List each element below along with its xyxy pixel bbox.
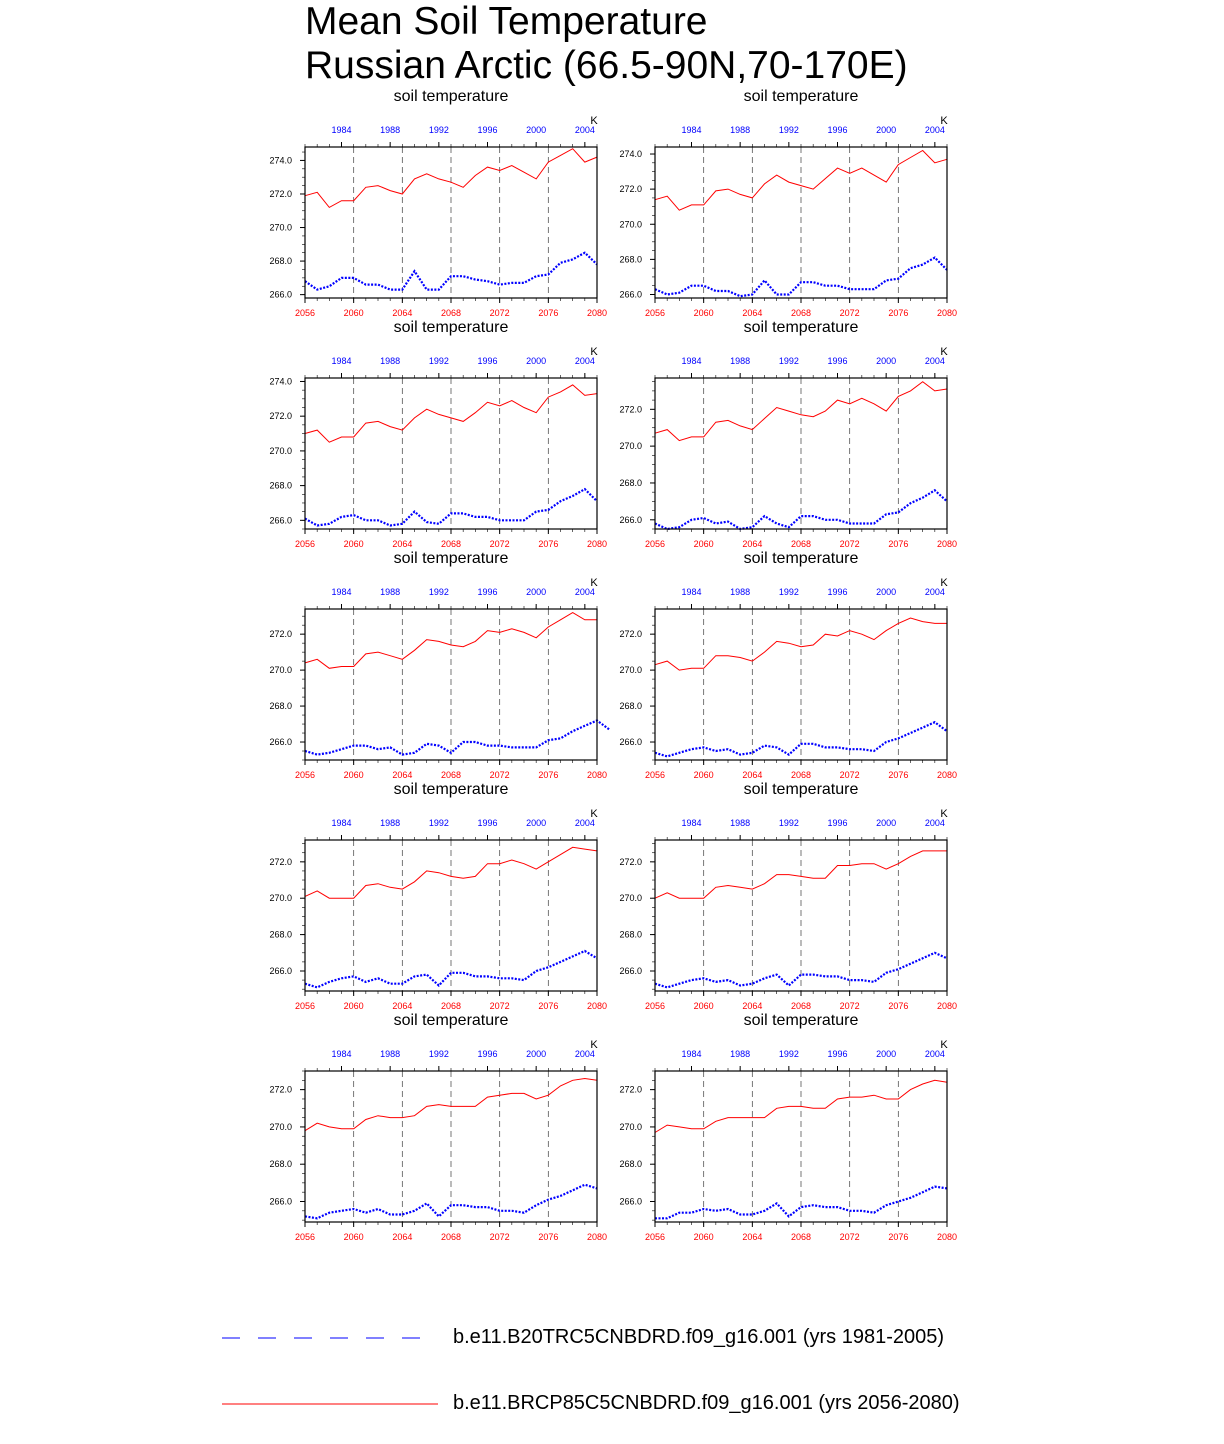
panel-title: soil temperature	[743, 88, 859, 105]
y-tick-label: 274.0	[269, 376, 292, 387]
x-bottom-tick-label: 2056	[644, 539, 666, 549]
units-label: K	[590, 808, 598, 820]
y-tick-label: 272.0	[619, 629, 642, 640]
x-top-tick-label: 1992	[428, 818, 449, 828]
x-top-tick-label: 1992	[778, 1049, 799, 1059]
x-top-tick-label: 2004	[574, 125, 595, 135]
x-bottom-tick-label: 2080	[936, 539, 958, 549]
panel-title: soil temperature	[393, 319, 509, 336]
x-bottom-tick-label: 2072	[839, 308, 860, 318]
x-top-tick-label: 2004	[924, 587, 945, 597]
x-top-tick-label: 1988	[730, 587, 751, 597]
x-bottom-tick-label: 2068	[440, 539, 462, 549]
x-top-tick-label: 1988	[380, 356, 401, 366]
units-label: K	[940, 1039, 948, 1051]
x-bottom-tick-label: 2056	[294, 1001, 316, 1011]
chart-panel-4	[619, 319, 957, 549]
y-tick-label: 270.0	[269, 222, 292, 233]
chart-title-line2: Russian Arctic (66.5-90N,70-170E)	[305, 44, 908, 87]
x-bottom-tick-label: 2076	[888, 770, 909, 780]
legend-label-rcp85: b.e11.BRCP85C5CNBDRD.f09_g16.001 (yrs 2056-2080)	[453, 1392, 960, 1414]
x-top-tick-label: 1984	[331, 356, 352, 366]
y-tick-label: 266.0	[619, 965, 642, 976]
x-top-tick-label: 1996	[827, 125, 848, 135]
x-bottom-tick-label: 2072	[839, 770, 860, 780]
x-top-tick-label: 1996	[477, 1049, 498, 1059]
x-bottom-tick-label: 2080	[936, 770, 958, 780]
y-tick-label: 272.0	[269, 411, 292, 422]
y-tick-label: 270.0	[269, 665, 292, 676]
y-tick-label: 270.0	[619, 665, 642, 676]
y-tick-label: 268.0	[269, 480, 292, 491]
x-top-tick-label: 2000	[876, 587, 897, 597]
x-top-tick-label: 1988	[380, 125, 401, 135]
chart-panel-8	[619, 781, 957, 1011]
x-top-tick-label: 2004	[574, 818, 595, 828]
y-tick-label: 266.0	[269, 1196, 292, 1207]
x-bottom-tick-label: 2060	[693, 1232, 714, 1242]
x-top-tick-label: 1988	[380, 818, 401, 828]
x-bottom-tick-label: 2068	[790, 1001, 812, 1011]
panel-title: soil temperature	[743, 550, 859, 567]
y-tick-label: 266.0	[619, 514, 642, 525]
x-top-tick-label: 1988	[730, 818, 751, 828]
x-bottom-tick-label: 2072	[489, 308, 510, 318]
y-tick-label: 272.0	[619, 404, 642, 415]
x-top-tick-label: 1988	[730, 125, 751, 135]
x-bottom-tick-label: 2080	[586, 308, 608, 318]
x-top-tick-label: 2004	[924, 356, 945, 366]
panel-title: soil temperature	[393, 781, 509, 798]
x-top-tick-label: 2000	[526, 125, 547, 135]
units-label: K	[940, 808, 948, 820]
x-top-tick-label: 1992	[778, 356, 799, 366]
x-bottom-tick-label: 2060	[343, 1232, 364, 1242]
y-tick-label: 270.0	[619, 441, 642, 452]
x-bottom-tick-label: 2060	[693, 308, 714, 318]
x-bottom-tick-label: 2080	[936, 1001, 958, 1011]
y-tick-label: 268.0	[619, 929, 642, 940]
x-bottom-tick-label: 2060	[693, 770, 714, 780]
x-top-tick-label: 1984	[681, 587, 702, 597]
y-tick-label: 270.0	[619, 893, 642, 904]
units-label: K	[940, 346, 948, 358]
y-tick-label: 266.0	[269, 515, 292, 526]
x-bottom-tick-label: 2068	[440, 770, 462, 780]
x-bottom-tick-label: 2060	[693, 1001, 714, 1011]
x-bottom-tick-label: 2080	[936, 1232, 958, 1242]
x-top-tick-label: 1996	[827, 587, 848, 597]
units-label: K	[940, 577, 948, 589]
x-bottom-tick-label: 2072	[839, 539, 860, 549]
x-top-tick-label: 2000	[526, 1049, 547, 1059]
x-bottom-tick-label: 2056	[294, 308, 316, 318]
y-tick-label: 266.0	[619, 1196, 642, 1207]
chart-panel-3	[269, 319, 607, 549]
x-top-tick-label: 1984	[331, 587, 352, 597]
units-label: K	[590, 577, 598, 589]
y-tick-label: 268.0	[269, 256, 292, 267]
x-top-tick-label: 1988	[730, 1049, 751, 1059]
x-bottom-tick-label: 2060	[343, 539, 364, 549]
x-top-tick-label: 2000	[876, 356, 897, 366]
x-bottom-tick-label: 2060	[693, 539, 714, 549]
x-top-tick-label: 1984	[681, 1049, 702, 1059]
y-tick-label: 272.0	[269, 1084, 292, 1095]
x-bottom-tick-label: 2080	[586, 770, 608, 780]
x-bottom-tick-label: 2064	[392, 308, 413, 318]
x-top-tick-label: 1984	[331, 1049, 352, 1059]
x-bottom-tick-label: 2076	[888, 539, 909, 549]
x-bottom-tick-label: 2068	[790, 308, 812, 318]
y-tick-label: 268.0	[619, 254, 642, 265]
x-top-tick-label: 2004	[574, 1049, 595, 1059]
x-bottom-tick-label: 2056	[644, 770, 666, 780]
x-top-tick-label: 1996	[477, 818, 498, 828]
series-line-historical	[305, 721, 609, 755]
x-bottom-tick-label: 2064	[392, 1001, 413, 1011]
x-bottom-tick-label: 2064	[742, 539, 763, 549]
x-bottom-tick-label: 2076	[888, 1001, 909, 1011]
y-tick-label: 266.0	[619, 289, 642, 300]
x-top-tick-label: 1988	[380, 1049, 401, 1059]
x-top-tick-label: 2004	[574, 587, 595, 597]
y-tick-label: 270.0	[269, 1121, 292, 1132]
x-bottom-tick-label: 2076	[538, 308, 559, 318]
chart-panel-1	[269, 88, 607, 318]
legend-label-historical: b.e11.B20TRC5CNBDRD.f09_g16.001 (yrs 1981-2005)	[453, 1326, 945, 1348]
x-bottom-tick-label: 2064	[742, 1001, 763, 1011]
x-bottom-tick-label: 2064	[392, 1232, 413, 1242]
x-top-tick-label: 1984	[331, 125, 352, 135]
x-bottom-tick-label: 2064	[742, 1232, 763, 1242]
y-tick-label: 270.0	[619, 1121, 642, 1132]
chart-panel-5	[269, 550, 609, 780]
panel-title: soil temperature	[393, 550, 509, 567]
y-tick-label: 272.0	[619, 184, 642, 195]
x-top-tick-label: 2000	[876, 1049, 897, 1059]
x-bottom-tick-label: 2056	[294, 539, 316, 549]
chart-panel-9	[269, 1012, 607, 1242]
x-bottom-tick-label: 2080	[936, 308, 958, 318]
x-top-tick-label: 2004	[574, 356, 595, 366]
x-top-tick-label: 1984	[681, 125, 702, 135]
panel-title: soil temperature	[393, 1012, 509, 1029]
x-bottom-tick-label: 2072	[489, 770, 510, 780]
x-bottom-tick-label: 2076	[538, 1232, 559, 1242]
x-top-tick-label: 1984	[331, 818, 352, 828]
x-bottom-tick-label: 2076	[538, 539, 559, 549]
x-bottom-tick-label: 2080	[586, 1232, 608, 1242]
y-tick-label: 268.0	[269, 929, 292, 940]
x-bottom-tick-label: 2056	[294, 1232, 316, 1242]
panel-title: soil temperature	[743, 1012, 859, 1029]
y-tick-label: 266.0	[269, 737, 292, 748]
chart-title-line1: Mean Soil Temperature	[305, 0, 708, 43]
x-top-tick-label: 2004	[924, 125, 945, 135]
x-bottom-tick-label: 2068	[440, 308, 462, 318]
x-bottom-tick-label: 2060	[343, 770, 364, 780]
y-tick-label: 272.0	[269, 629, 292, 640]
y-tick-label: 274.0	[619, 149, 642, 160]
x-top-tick-label: 1996	[477, 125, 498, 135]
x-top-tick-label: 2004	[924, 818, 945, 828]
y-tick-label: 266.0	[269, 965, 292, 976]
x-top-tick-label: 1996	[827, 356, 848, 366]
chart-panel-10	[619, 1012, 957, 1242]
x-bottom-tick-label: 2064	[392, 770, 413, 780]
x-top-tick-label: 2000	[876, 818, 897, 828]
x-top-tick-label: 1996	[827, 1049, 848, 1059]
x-bottom-tick-label: 2080	[586, 539, 608, 549]
x-top-tick-label: 1988	[730, 356, 751, 366]
y-tick-label: 274.0	[269, 155, 292, 166]
x-bottom-tick-label: 2072	[839, 1001, 860, 1011]
units-label: K	[590, 115, 598, 127]
chart-panel-2	[619, 88, 957, 318]
y-tick-label: 268.0	[619, 701, 642, 712]
y-tick-label: 272.0	[269, 188, 292, 199]
x-bottom-tick-label: 2064	[742, 770, 763, 780]
x-bottom-tick-label: 2076	[538, 770, 559, 780]
x-bottom-tick-label: 2076	[888, 1232, 909, 1242]
x-bottom-tick-label: 2068	[790, 539, 812, 549]
y-tick-label: 266.0	[269, 289, 292, 300]
units-label: K	[940, 115, 948, 127]
y-tick-label: 266.0	[619, 737, 642, 748]
chart-panel-6	[619, 550, 957, 780]
x-top-tick-label: 1992	[778, 818, 799, 828]
x-top-tick-label: 1996	[477, 356, 498, 366]
x-top-tick-label: 2000	[526, 587, 547, 597]
x-bottom-tick-label: 2076	[888, 308, 909, 318]
y-tick-label: 270.0	[619, 219, 642, 230]
x-bottom-tick-label: 2056	[294, 770, 316, 780]
y-tick-label: 268.0	[619, 1159, 642, 1170]
legend-swatches	[220, 1325, 445, 1415]
x-top-tick-label: 1992	[428, 125, 449, 135]
panel-title: soil temperature	[743, 781, 859, 798]
x-bottom-tick-label: 2064	[742, 308, 763, 318]
y-tick-label: 272.0	[269, 856, 292, 867]
units-label: K	[590, 346, 598, 358]
x-bottom-tick-label: 2072	[489, 1001, 510, 1011]
x-top-tick-label: 1984	[681, 356, 702, 366]
y-tick-label: 268.0	[619, 477, 642, 488]
chart-panel-7	[269, 781, 607, 1011]
x-bottom-tick-label: 2060	[343, 1001, 364, 1011]
x-bottom-tick-label: 2072	[839, 1232, 860, 1242]
y-tick-label: 270.0	[269, 445, 292, 456]
x-bottom-tick-label: 2068	[440, 1232, 462, 1242]
x-top-tick-label: 1992	[428, 1049, 449, 1059]
y-tick-label: 268.0	[269, 701, 292, 712]
y-tick-label: 272.0	[619, 856, 642, 867]
x-bottom-tick-label: 2072	[489, 539, 510, 549]
x-bottom-tick-label: 2064	[392, 539, 413, 549]
x-bottom-tick-label: 2072	[489, 1232, 510, 1242]
units-label: K	[590, 1039, 598, 1051]
x-bottom-tick-label: 2068	[790, 1232, 812, 1242]
x-top-tick-label: 1996	[477, 587, 498, 597]
x-top-tick-label: 2000	[526, 818, 547, 828]
x-bottom-tick-label: 2076	[538, 1001, 559, 1011]
x-bottom-tick-label: 2060	[343, 308, 364, 318]
x-top-tick-label: 1992	[778, 587, 799, 597]
panel-title: soil temperature	[393, 88, 509, 105]
y-tick-label: 270.0	[269, 893, 292, 904]
x-top-tick-label: 1992	[428, 356, 449, 366]
x-bottom-tick-label: 2068	[440, 1001, 462, 1011]
x-top-tick-label: 1992	[778, 125, 799, 135]
x-bottom-tick-label: 2056	[644, 1232, 666, 1242]
x-top-tick-label: 1984	[681, 818, 702, 828]
x-top-tick-label: 2004	[924, 1049, 945, 1059]
x-top-tick-label: 1988	[380, 587, 401, 597]
x-top-tick-label: 2000	[526, 356, 547, 366]
x-bottom-tick-label: 2056	[644, 1001, 666, 1011]
x-top-tick-label: 2000	[876, 125, 897, 135]
x-bottom-tick-label: 2080	[586, 1001, 608, 1011]
x-top-tick-label: 1992	[428, 587, 449, 597]
x-top-tick-label: 1996	[827, 818, 848, 828]
y-tick-label: 272.0	[619, 1084, 642, 1095]
x-bottom-tick-label: 2068	[790, 770, 812, 780]
y-tick-label: 268.0	[269, 1159, 292, 1170]
panel-title: soil temperature	[743, 319, 859, 336]
x-bottom-tick-label: 2056	[644, 308, 666, 318]
